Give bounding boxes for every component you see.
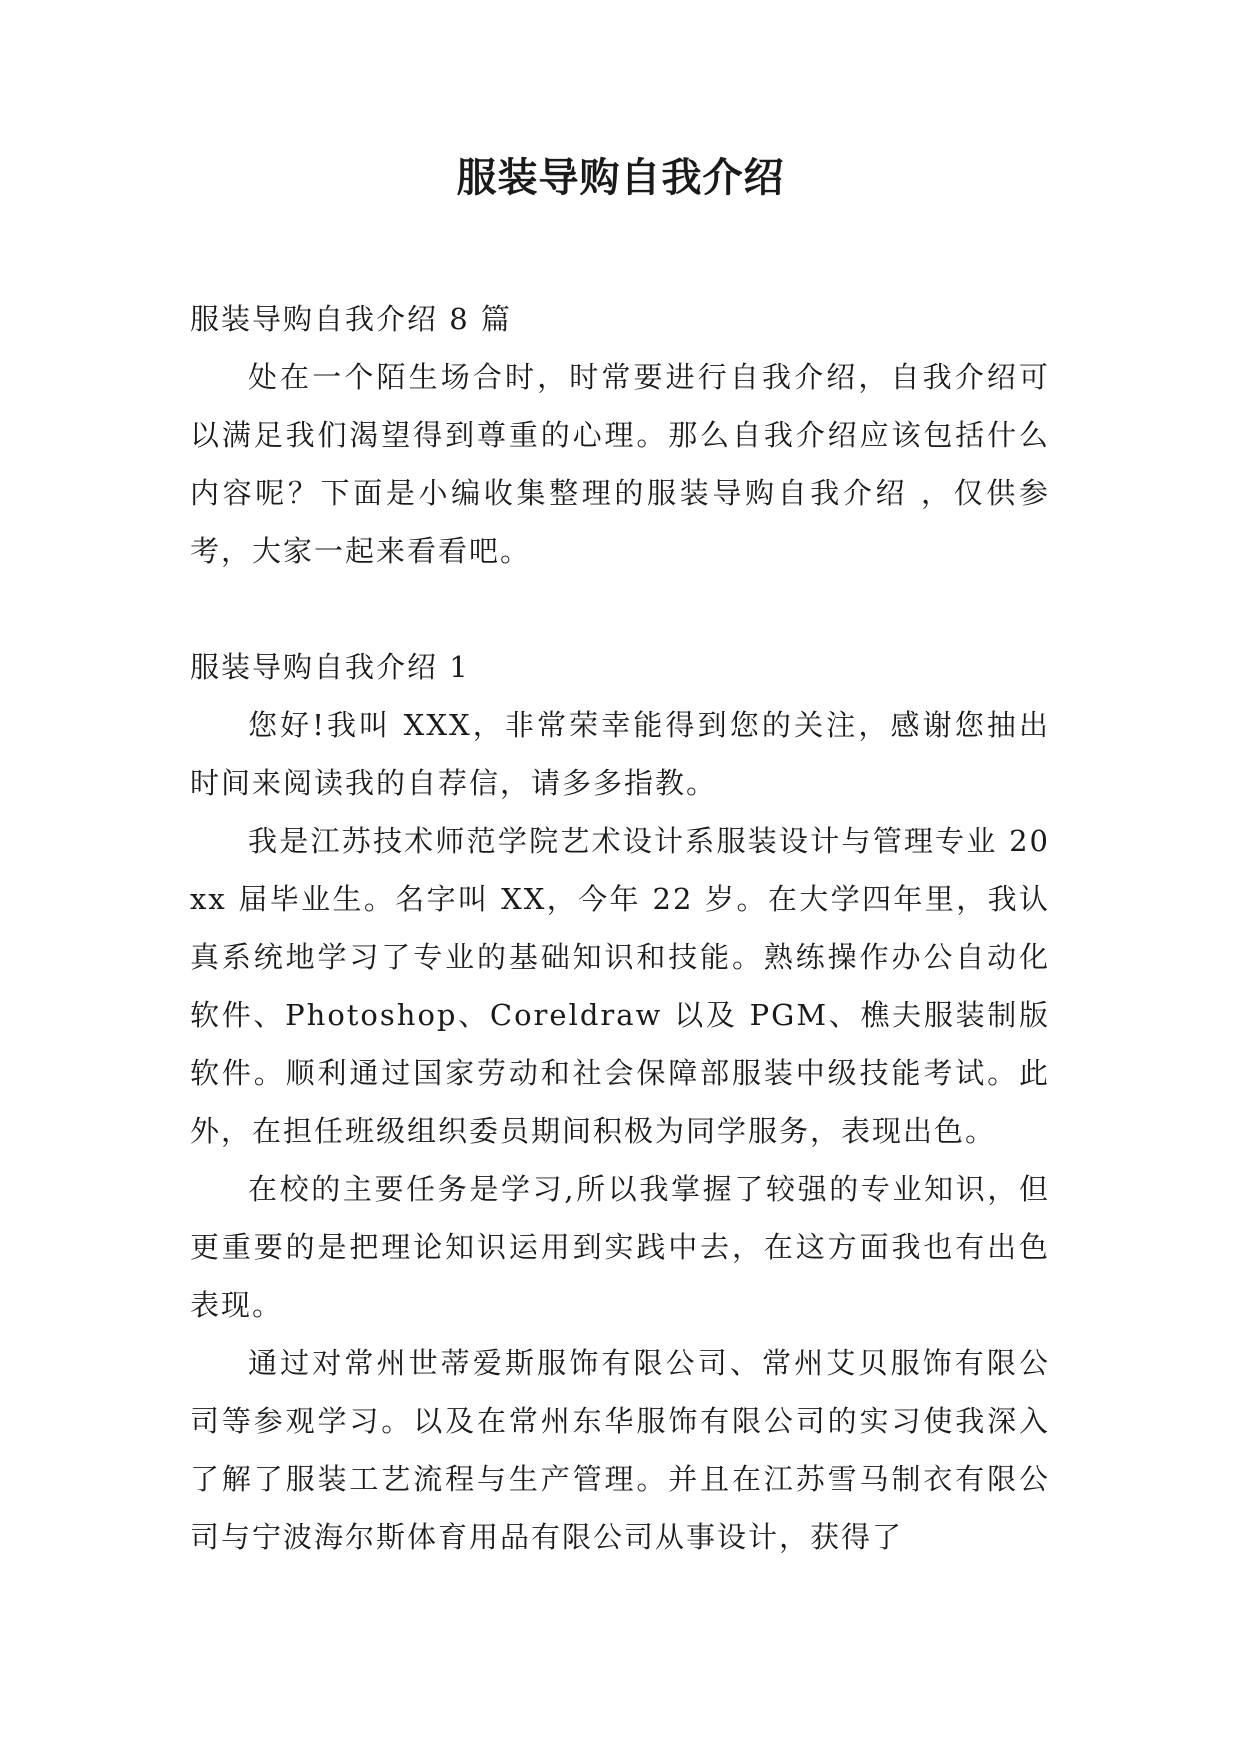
paragraph: 我是江苏技术师范学院艺术设计系服装设计与管理专业 20xx 届毕业生。名字叫 XX，今年 22 岁。在大学四年里，我认真系统地学习了专业的基础知识和技能。熟练操作办公自动化软件、Photoshop、Coreldraw 以及 PGM、樵夫服装制版软件。顺利通过国家劳动和社会保障部服装中级技能考试。此外，在担任班级组织委员期间积极为同学服务，表现出色。	[190, 824, 1050, 1148]
paragraph: 您好!我叫 XXX，非常荣幸能得到您的关注，感谢您抽出时间来阅读我的自荐信，请多多指教。	[190, 708, 1050, 800]
paragraph: 处在一个陌生场合时，时常要进行自我介绍，自我介绍可以满足我们渴望得到尊重的心理。那么自我介绍应该包括什么内容呢？下面是小编收集整理的服装导购自我介绍 ，仅供参考，大家一起来看看吧。	[190, 360, 1050, 568]
section-heading: 服装导购自我介绍 8 篇	[190, 302, 512, 336]
document-title: 服装导购自我介绍	[456, 155, 785, 201]
paragraph: 通过对常州世蒂爱斯服饰有限公司、常州艾贝服饰有限公司等参观学习。以及在常州东华服饰有限公司的实习使我深入了解了服装工艺流程与生产管理。并且在江苏雪马制衣有限公司与宁波海尔斯体育用品有限公司从事设计，获得了	[190, 1346, 1050, 1554]
section-heading: 服装导购自我介绍 1	[190, 650, 470, 684]
document-body	[190, 290, 1050, 1566]
paragraph: 在校的主要任务是学习,所以我掌握了较强的专业知识，但更重要的是把理论知识运用到实践中去，在这方面我也有出色表现。	[190, 1172, 1050, 1322]
section-spacer	[190, 580, 1050, 638]
